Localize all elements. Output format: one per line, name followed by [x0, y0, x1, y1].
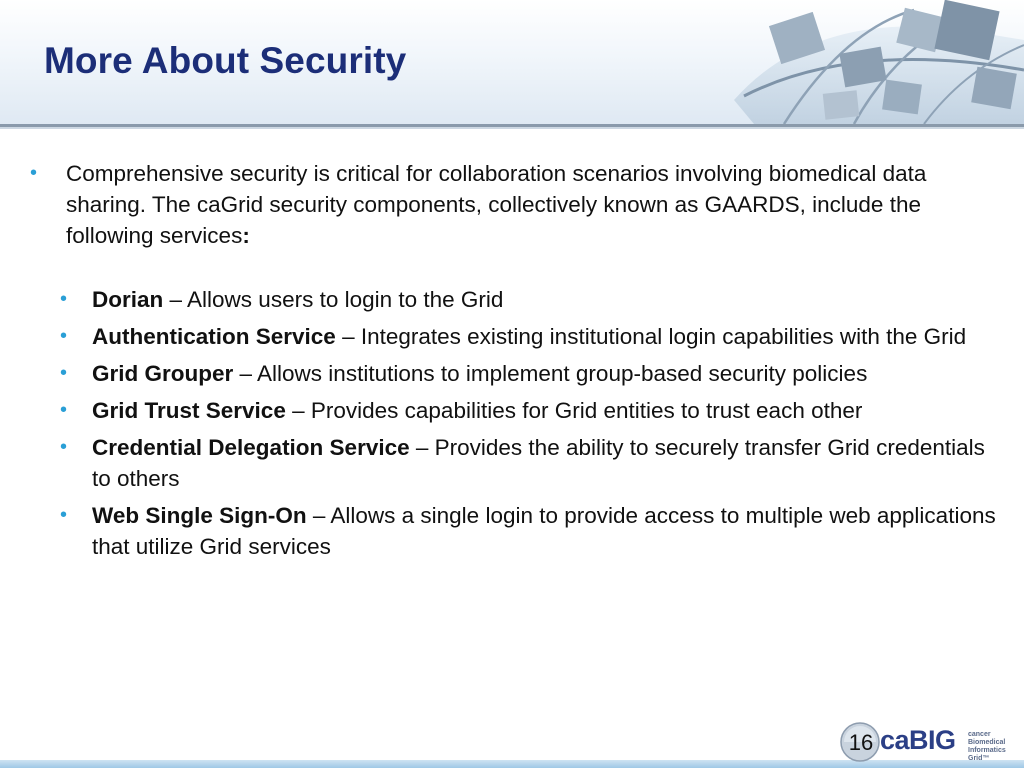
page-number: 16 — [848, 730, 874, 755]
intro-bullet — [24, 158, 999, 251]
header-divider-shadow — [0, 127, 1024, 129]
service-term: Grid Grouper — [92, 361, 234, 386]
service-description: – Provides the ability to securely transfer Grid credentials to others — [92, 435, 985, 491]
service-term: Dorian — [92, 287, 164, 312]
bullet-dot-icon: • — [60, 504, 68, 526]
bullet-dot-icon: • — [60, 399, 68, 421]
list-item — [24, 500, 999, 562]
list-item — [24, 432, 999, 494]
service-description: – Allows institutions to implement group-based security policies — [233, 361, 868, 386]
bullet-dot-icon: • — [30, 162, 38, 184]
bullet-dot-icon: • — [60, 325, 68, 347]
service-description: – Allows a single login to provide access to multiple web applications that utilize Grid services — [92, 503, 996, 559]
intro-text: Comprehensive security is critical for collaboration scenarios involving biomedical data sharing. The caGrid security components, collectively known as GAARDS, include the following services — [66, 161, 927, 248]
list-item — [24, 358, 999, 389]
list-item — [24, 284, 999, 315]
service-term: Grid Trust Service — [92, 398, 286, 423]
services-list — [24, 284, 999, 562]
service-description: – Provides capabilities for Grid entities to trust each other — [285, 398, 863, 423]
intro-colon: : — [242, 223, 250, 248]
service-term: Credential Delegation Service — [92, 435, 410, 460]
slide-body — [24, 158, 999, 568]
service-term: Web Single Sign-On — [92, 503, 307, 528]
slide-header — [0, 0, 1024, 124]
bullet-dot-icon: • — [60, 436, 68, 458]
list-item — [24, 321, 999, 352]
logo-wordmark: caBIG — [880, 725, 956, 755]
logo-tagline: cancer Biomedical Informatics Grid™ — [968, 731, 1006, 762]
bullet-dot-icon: • — [60, 288, 68, 310]
service-description: – Allows users to login to the Grid — [163, 287, 504, 312]
list-item — [24, 395, 999, 426]
bullet-dot-icon: • — [60, 362, 68, 384]
service-term: Authentication Service — [92, 324, 336, 349]
slide-title: More About Security — [44, 40, 407, 81]
globe-graphic-icon — [724, 0, 1024, 124]
service-description: – Integrates existing institutional login capabilities with the Grid — [335, 324, 967, 349]
